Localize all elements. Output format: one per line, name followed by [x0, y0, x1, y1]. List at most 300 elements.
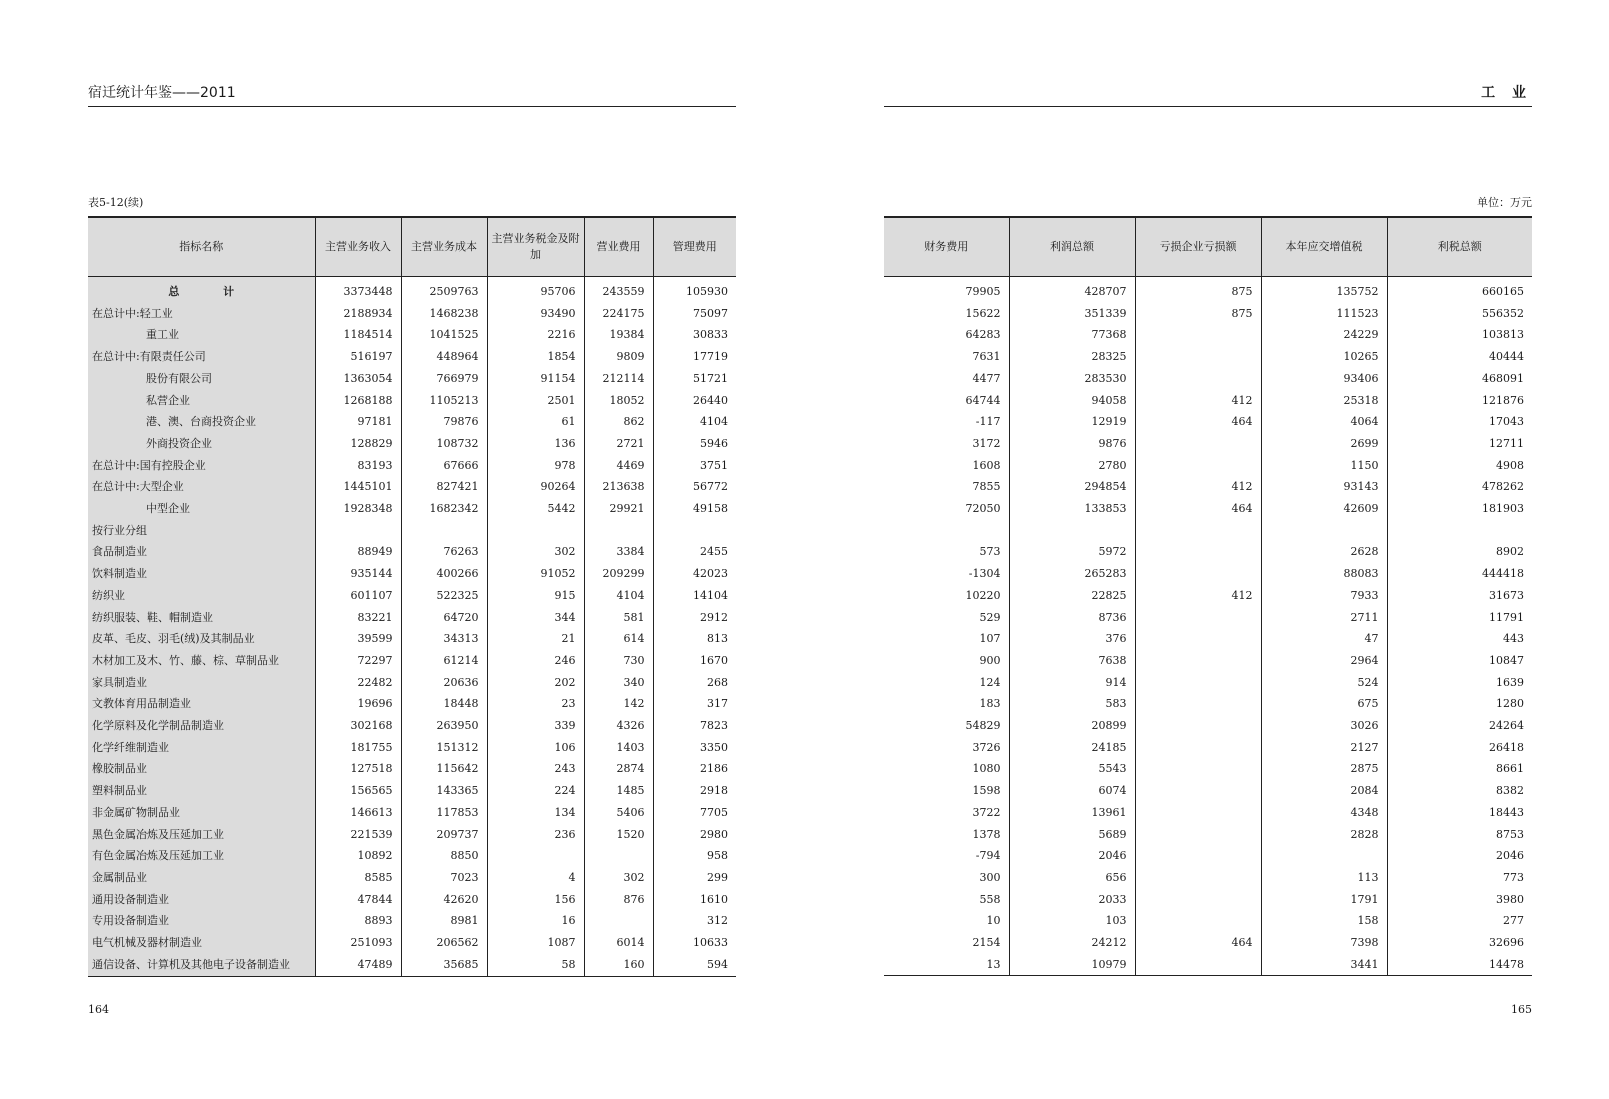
right-running-header — [884, 84, 1532, 107]
table-row — [88, 672, 736, 694]
table-row — [88, 585, 736, 607]
data-cell: 2084 — [1261, 780, 1387, 802]
data-cell: 444418 — [1387, 563, 1532, 585]
column-header: 本年应交增值税 — [1261, 217, 1387, 277]
table-row — [88, 867, 736, 889]
data-cell: 1791 — [1261, 889, 1387, 911]
data-cell — [1135, 824, 1261, 846]
data-cell — [1135, 455, 1261, 477]
data-cell: 5972 — [1009, 541, 1135, 563]
data-cell: 24185 — [1009, 737, 1135, 759]
data-cell: 2964 — [1261, 650, 1387, 672]
data-cell: 302 — [487, 541, 584, 563]
data-cell: 26418 — [1387, 737, 1532, 759]
data-cell: 2501 — [487, 390, 584, 412]
data-cell: 876 — [584, 889, 653, 911]
data-cell: 317 — [653, 693, 736, 715]
data-cell: 124 — [979, 675, 1001, 689]
data-cell: 1445101 — [315, 476, 401, 498]
table-row — [884, 867, 1532, 889]
data-cell: 573 — [979, 545, 1001, 559]
table-row — [884, 498, 1532, 520]
data-cell: 2918 — [653, 780, 736, 802]
data-cell: 265283 — [1009, 563, 1135, 585]
data-cell: 730 — [584, 650, 653, 672]
data-cell: 160 — [584, 954, 653, 976]
data-cell — [1135, 324, 1261, 346]
row-label: 在总计中:有限责任公司 — [88, 346, 315, 368]
data-cell: 294854 — [1009, 476, 1135, 498]
data-cell: 2186 — [653, 758, 736, 780]
table-row — [884, 607, 1532, 629]
data-cell: 5406 — [584, 802, 653, 824]
table-row — [88, 715, 736, 737]
data-cell: 1854 — [487, 346, 584, 368]
data-cell: 58 — [487, 954, 584, 976]
table-row — [88, 910, 736, 932]
table-row — [884, 541, 1532, 563]
data-cell: 83193 — [315, 455, 401, 477]
column-header: 主营业务收入 — [315, 217, 401, 277]
data-cell: 1485 — [584, 780, 653, 802]
data-cell: 2628 — [1261, 541, 1387, 563]
data-cell: 133853 — [1009, 498, 1135, 520]
data-cell: 29921 — [584, 498, 653, 520]
row-label: 中型企业 — [88, 498, 315, 520]
data-cell: 263950 — [401, 715, 487, 737]
data-cell: 8902 — [1387, 541, 1532, 563]
right-table-body — [884, 277, 1532, 976]
data-cell: 1363054 — [315, 368, 401, 390]
data-cell — [1261, 520, 1387, 542]
table-row — [884, 520, 1532, 542]
data-cell — [1135, 910, 1261, 932]
data-cell: 2875 — [1261, 758, 1387, 780]
data-cell: 1087 — [487, 932, 584, 954]
data-cell: 412 — [1135, 585, 1261, 607]
data-cell: 54829 — [965, 719, 1001, 733]
data-cell: 2046 — [1387, 845, 1532, 867]
data-cell: 1598 — [972, 784, 1001, 798]
data-cell: 103 — [1009, 910, 1135, 932]
data-cell: 2046 — [1009, 845, 1135, 867]
table-row — [88, 802, 736, 824]
row-label: 食品制造业 — [88, 541, 315, 563]
right-page-number: 165 — [1511, 1003, 1532, 1016]
data-cell: 181903 — [1387, 498, 1532, 520]
data-cell: 142 — [584, 693, 653, 715]
data-cell: 914 — [1009, 672, 1135, 694]
data-cell: 4908 — [1387, 455, 1532, 477]
data-cell: 91154 — [487, 368, 584, 390]
row-label: 通信设备、计算机及其他电子设备制造业 — [88, 954, 315, 976]
data-cell: 915 — [487, 585, 584, 607]
data-cell: 7855 — [972, 480, 1001, 494]
data-cell: 464 — [1135, 498, 1261, 520]
table-row — [884, 368, 1532, 390]
row-label: 私营企业 — [88, 390, 315, 412]
data-cell: 8382 — [1387, 780, 1532, 802]
table-row — [884, 346, 1532, 368]
data-cell: 18443 — [1387, 802, 1532, 824]
data-cell: 64720 — [401, 607, 487, 629]
data-cell: 22482 — [315, 672, 401, 694]
data-cell: 2033 — [1009, 889, 1135, 911]
data-cell — [401, 520, 487, 542]
data-cell: 558 — [979, 892, 1001, 906]
column-header: 主营业务成本 — [401, 217, 487, 277]
table-row — [884, 715, 1532, 737]
table-row — [88, 498, 736, 520]
table-row — [88, 277, 736, 303]
data-cell: 7705 — [653, 802, 736, 824]
data-cell: 1608 — [972, 458, 1001, 472]
data-cell: 17719 — [653, 346, 736, 368]
data-cell: 128829 — [315, 433, 401, 455]
data-cell — [584, 910, 653, 932]
data-cell: 93406 — [1261, 368, 1387, 390]
unit-label: 单位：万元 — [1477, 196, 1532, 209]
data-cell: 127518 — [315, 758, 401, 780]
data-cell: 158 — [1261, 910, 1387, 932]
data-cell: 181755 — [315, 737, 401, 759]
data-cell: 10979 — [1009, 954, 1135, 976]
data-cell: 1610 — [653, 889, 736, 911]
row-label: 专用设备制造业 — [88, 910, 315, 932]
data-cell: 11791 — [1387, 607, 1532, 629]
table-row — [884, 303, 1532, 325]
data-cell — [1135, 845, 1261, 867]
table-row — [884, 628, 1532, 650]
data-cell: 94058 — [1009, 390, 1135, 412]
table-row — [88, 411, 736, 433]
data-cell: 32696 — [1387, 932, 1532, 954]
data-cell: 312 — [653, 910, 736, 932]
column-header: 亏损企业亏损额 — [1135, 217, 1261, 277]
data-cell: 875 — [1135, 303, 1261, 325]
data-cell: 448964 — [401, 346, 487, 368]
data-cell: 14478 — [1387, 954, 1532, 976]
data-cell: 156 — [487, 889, 584, 911]
data-cell: 51721 — [653, 368, 736, 390]
data-cell: 299 — [653, 867, 736, 889]
data-cell: 862 — [584, 411, 653, 433]
data-cell — [1009, 520, 1135, 542]
data-cell: 117853 — [401, 802, 487, 824]
data-cell: 656 — [1009, 867, 1135, 889]
row-label: 总 计 — [88, 277, 315, 303]
data-cell — [1135, 693, 1261, 715]
data-cell — [653, 520, 736, 542]
data-cell: 516197 — [315, 346, 401, 368]
data-cell: 1468238 — [401, 303, 487, 325]
row-label: 家具制造业 — [88, 672, 315, 694]
data-cell: 2711 — [1261, 607, 1387, 629]
data-cell: 209737 — [401, 824, 487, 846]
table-row — [884, 585, 1532, 607]
column-header: 主营业务税金及附加 — [487, 217, 584, 277]
data-cell: 83221 — [315, 607, 401, 629]
data-cell — [1135, 802, 1261, 824]
table-row — [884, 390, 1532, 412]
data-cell: 2828 — [1261, 824, 1387, 846]
row-label: 外商投资企业 — [88, 433, 315, 455]
table-row — [884, 758, 1532, 780]
data-cell: 4477 — [972, 371, 1001, 385]
data-cell: 19696 — [315, 693, 401, 715]
data-cell: 39599 — [315, 628, 401, 650]
table-row — [884, 932, 1532, 954]
data-cell: 31673 — [1387, 585, 1532, 607]
data-cell: 2509763 — [401, 277, 487, 303]
table-row — [884, 737, 1532, 759]
row-label: 化学原料及化学制品制造业 — [88, 715, 315, 737]
data-cell: 340 — [584, 672, 653, 694]
data-cell — [1135, 433, 1261, 455]
data-cell: 675 — [1261, 693, 1387, 715]
data-cell: 8850 — [401, 845, 487, 867]
data-cell: 23 — [487, 693, 584, 715]
chapter-title: 工 业 — [1481, 85, 1532, 101]
data-cell: 2188934 — [315, 303, 401, 325]
data-cell: 12919 — [1009, 411, 1135, 433]
data-cell: 1639 — [1387, 672, 1532, 694]
data-cell: 7631 — [972, 350, 1001, 364]
data-cell: 5442 — [487, 498, 584, 520]
data-cell: 135752 — [1261, 277, 1387, 303]
row-label: 电气机械及器材制造业 — [88, 932, 315, 954]
left-header-row — [88, 217, 736, 277]
data-cell: 213638 — [584, 476, 653, 498]
data-cell — [315, 520, 401, 542]
table-row — [884, 910, 1532, 932]
data-cell: 773 — [1387, 867, 1532, 889]
data-cell: 224175 — [584, 303, 653, 325]
table-row — [88, 758, 736, 780]
data-cell: 42023 — [653, 563, 736, 585]
table-row — [88, 455, 736, 477]
data-cell: 79905 — [965, 285, 1001, 298]
data-cell: 146613 — [315, 802, 401, 824]
table-row — [88, 889, 736, 911]
data-cell: 5543 — [1009, 758, 1135, 780]
table-row — [884, 411, 1532, 433]
column-header: 指标名称 — [88, 217, 315, 277]
data-cell: 47 — [1261, 628, 1387, 650]
data-cell: 2874 — [584, 758, 653, 780]
data-cell: 464 — [1135, 932, 1261, 954]
data-cell: 15622 — [965, 306, 1001, 320]
data-cell: 4104 — [584, 585, 653, 607]
table-row — [88, 954, 736, 976]
data-cell: 67666 — [401, 455, 487, 477]
data-cell — [1135, 889, 1261, 911]
table-row — [884, 433, 1532, 455]
data-cell: 400266 — [401, 563, 487, 585]
data-cell: 64283 — [965, 328, 1001, 342]
data-cell: 8753 — [1387, 824, 1532, 846]
right-header-row — [884, 217, 1532, 277]
table-row — [88, 541, 736, 563]
data-cell — [1135, 520, 1261, 542]
data-cell: 90264 — [487, 476, 584, 498]
table-row — [88, 303, 736, 325]
row-label: 港、澳、台商投资企业 — [88, 411, 315, 433]
table-row — [884, 672, 1532, 694]
data-cell: 1928348 — [315, 498, 401, 520]
data-cell: 4 — [487, 867, 584, 889]
data-cell: 18448 — [401, 693, 487, 715]
data-cell: 1670 — [653, 650, 736, 672]
table-row — [88, 693, 736, 715]
data-cell: 2980 — [653, 824, 736, 846]
data-cell: 900 — [979, 653, 1001, 667]
data-cell: 583 — [1009, 693, 1135, 715]
data-cell: 9809 — [584, 346, 653, 368]
data-cell — [884, 520, 1009, 542]
data-cell: 136 — [487, 433, 584, 455]
data-cell: 529 — [979, 610, 1001, 624]
data-cell: 111523 — [1261, 303, 1387, 325]
data-cell: 3172 — [972, 436, 1001, 450]
data-cell: 7398 — [1261, 932, 1387, 954]
data-cell: 56772 — [653, 476, 736, 498]
data-cell: 108732 — [401, 433, 487, 455]
data-cell — [1387, 520, 1532, 542]
data-cell: 28325 — [1009, 346, 1135, 368]
data-cell: 6074 — [1009, 780, 1135, 802]
data-cell: 478262 — [1387, 476, 1532, 498]
table-row — [884, 277, 1532, 303]
table-row — [884, 824, 1532, 846]
table-row — [884, 889, 1532, 911]
data-cell: 339 — [487, 715, 584, 737]
data-cell: 978 — [487, 455, 584, 477]
left-page-number: 164 — [88, 1003, 109, 1016]
data-cell: 1520 — [584, 824, 653, 846]
table-row — [884, 802, 1532, 824]
data-cell: 24229 — [1261, 324, 1387, 346]
data-cell: 300 — [979, 870, 1001, 884]
data-cell: 61 — [487, 411, 584, 433]
data-cell: 19384 — [584, 324, 653, 346]
data-cell: 1080 — [972, 762, 1001, 776]
row-label: 通用设备制造业 — [88, 889, 315, 911]
data-cell: 10265 — [1261, 346, 1387, 368]
data-cell: 522325 — [401, 585, 487, 607]
data-cell: 1184514 — [315, 324, 401, 346]
right-statistics-table — [884, 216, 1532, 976]
column-header: 利润总额 — [1009, 217, 1135, 277]
data-cell: 3722 — [972, 805, 1001, 819]
data-cell: 202 — [487, 672, 584, 694]
data-cell: 8736 — [1009, 607, 1135, 629]
data-cell: 1105213 — [401, 390, 487, 412]
data-cell: 88949 — [315, 541, 401, 563]
data-cell: 1280 — [1387, 693, 1532, 715]
data-cell: 7023 — [401, 867, 487, 889]
data-cell — [1135, 737, 1261, 759]
data-cell: 3441 — [1261, 954, 1387, 976]
table-row — [88, 607, 736, 629]
data-cell: 10847 — [1387, 650, 1532, 672]
row-label: 按行业分组 — [88, 520, 315, 542]
data-cell: 5946 — [653, 433, 736, 455]
data-cell: 115642 — [401, 758, 487, 780]
data-cell: 283530 — [1009, 368, 1135, 390]
table-row — [88, 628, 736, 650]
data-cell: 72297 — [315, 650, 401, 672]
data-cell — [1135, 672, 1261, 694]
data-cell — [1135, 541, 1261, 563]
data-cell: 75097 — [653, 303, 736, 325]
data-cell: 243 — [487, 758, 584, 780]
row-label: 纺织服装、鞋、帽制造业 — [88, 607, 315, 629]
data-cell — [1135, 563, 1261, 585]
data-cell: 601107 — [315, 585, 401, 607]
table-row — [88, 520, 736, 542]
data-cell: 4348 — [1261, 802, 1387, 824]
row-label: 塑料制品业 — [88, 780, 315, 802]
data-cell: 351339 — [1009, 303, 1135, 325]
data-cell: 9876 — [1009, 433, 1135, 455]
data-cell — [1135, 758, 1261, 780]
table-row — [88, 780, 736, 802]
table-row — [884, 693, 1532, 715]
left-statistics-table — [88, 216, 736, 977]
data-cell: 103813 — [1387, 324, 1532, 346]
row-label: 在总计中:国有控股企业 — [88, 455, 315, 477]
data-cell: 76263 — [401, 541, 487, 563]
data-cell: 77368 — [1009, 324, 1135, 346]
table-row — [88, 433, 736, 455]
data-cell: 2780 — [1009, 455, 1135, 477]
row-label: 股份有限公司 — [88, 368, 315, 390]
row-label: 有色金属冶炼及压延加工业 — [88, 845, 315, 867]
data-cell: 302 — [584, 867, 653, 889]
table-row — [88, 368, 736, 390]
data-cell: 10220 — [965, 588, 1001, 602]
table-row — [88, 346, 736, 368]
data-cell: 246 — [487, 650, 584, 672]
data-cell: 3350 — [653, 737, 736, 759]
data-cell: 42620 — [401, 889, 487, 911]
column-header: 营业费用 — [584, 217, 653, 277]
row-label: 文教体育用品制造业 — [88, 693, 315, 715]
data-cell: 2912 — [653, 607, 736, 629]
data-cell — [1135, 780, 1261, 802]
data-cell: 8661 — [1387, 758, 1532, 780]
row-label: 在总计中:轻工业 — [88, 303, 315, 325]
data-cell: 4104 — [653, 411, 736, 433]
data-cell: 35685 — [401, 954, 487, 976]
data-cell — [1135, 650, 1261, 672]
data-cell: 13 — [884, 954, 1009, 976]
data-cell: 2455 — [653, 541, 736, 563]
data-cell: 1378 — [972, 827, 1001, 841]
row-label: 皮革、毛皮、羽毛(绒)及其制品业 — [88, 628, 315, 650]
data-cell: 594 — [653, 954, 736, 976]
data-cell: -117 — [975, 415, 1001, 429]
table-row — [884, 324, 1532, 346]
data-cell: 134 — [487, 802, 584, 824]
row-label: 木材加工及木、竹、藤、棕、草制品业 — [88, 650, 315, 672]
data-cell: 7933 — [1261, 585, 1387, 607]
data-cell: 105930 — [653, 277, 736, 303]
data-cell: 581 — [584, 607, 653, 629]
data-cell: 1268188 — [315, 390, 401, 412]
left-running-header — [88, 84, 736, 107]
